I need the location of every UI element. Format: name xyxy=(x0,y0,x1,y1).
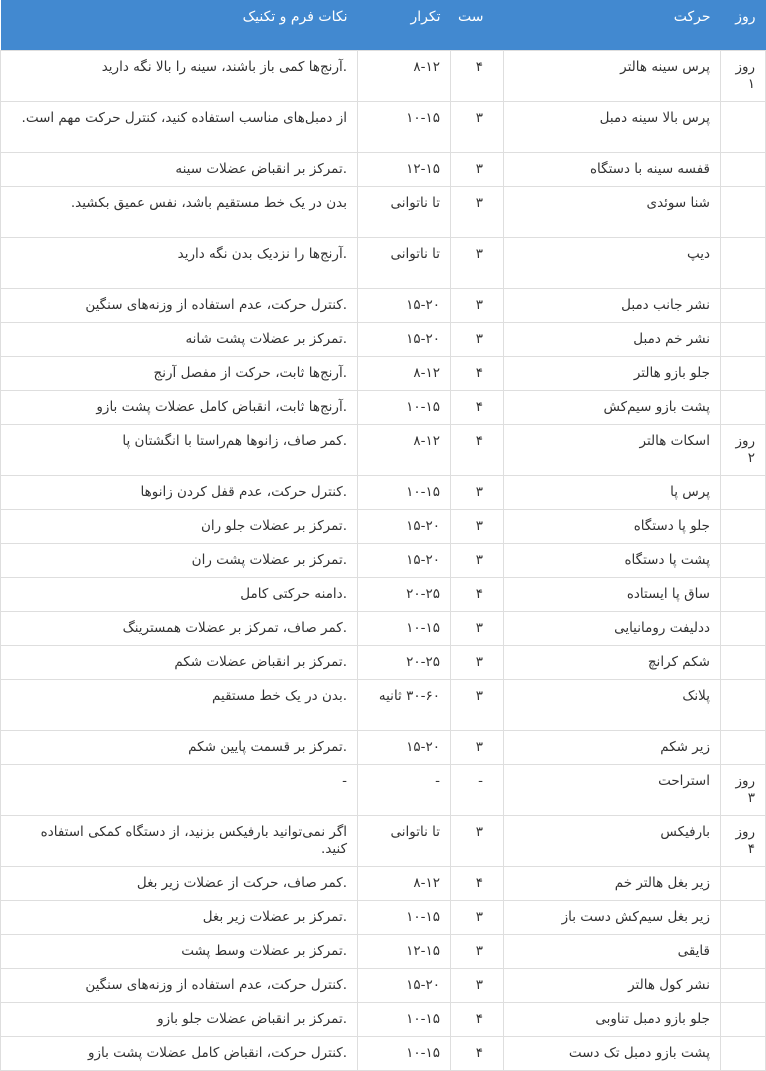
cell-sets: ۳ xyxy=(451,815,504,866)
table-row xyxy=(1,356,766,390)
cell-movement: نشر جانب دمبل xyxy=(504,288,721,322)
cell-sets: ۳ xyxy=(451,543,504,577)
table-row xyxy=(1,611,766,645)
cell-day xyxy=(721,237,766,288)
cell-movement: پشت بازو سیم‌کش xyxy=(504,390,721,424)
cell-notes: .کمر صاف، تمرکز بر عضلات همسترینگ xyxy=(1,611,358,645)
cell-reps: ۱۰-۱۵ xyxy=(358,390,451,424)
cell-sets: ۳ xyxy=(451,900,504,934)
cell-sets: ۳ xyxy=(451,611,504,645)
cell-day xyxy=(721,611,766,645)
table-row xyxy=(1,577,766,611)
cell-day xyxy=(721,679,766,730)
cell-notes: .دامنه حرکتی کامل xyxy=(1,577,358,611)
cell-notes: .آرنج‌ها ثابت، حرکت از مفصل آرنج xyxy=(1,356,358,390)
cell-reps: تا ناتوانی xyxy=(358,186,451,237)
cell-notes: بدن در یک خط مستقیم باشد، نفس عمیق بکشید. xyxy=(1,186,358,237)
cell-movement: قفسه سینه با دستگاه xyxy=(504,152,721,186)
cell-movement: ساق پا ایستاده xyxy=(504,577,721,611)
cell-reps: ۸-۱۲ xyxy=(358,50,451,101)
cell-reps: ۸-۱۲ xyxy=(358,866,451,900)
cell-sets: ۳ xyxy=(451,322,504,356)
table-row xyxy=(1,543,766,577)
cell-day xyxy=(721,356,766,390)
cell-reps: ۸-۱۲ xyxy=(358,424,451,475)
cell-sets: ۳ xyxy=(451,288,504,322)
cell-reps: تا ناتوانی xyxy=(358,237,451,288)
cell-sets: ۴ xyxy=(451,866,504,900)
table-row xyxy=(1,900,766,934)
cell-notes: .تمرکز بر قسمت پایین شکم xyxy=(1,730,358,764)
cell-sets: ۴ xyxy=(451,356,504,390)
cell-sets: ۳ xyxy=(451,645,504,679)
cell-notes: .آرنج‌ها را نزدیک بدن نگه دارید xyxy=(1,237,358,288)
cell-day xyxy=(721,645,766,679)
table-row xyxy=(1,101,766,152)
cell-day: روز ۱ xyxy=(721,50,766,101)
cell-reps: ۱۰-۱۵ xyxy=(358,475,451,509)
cell-movement: قایقی xyxy=(504,934,721,968)
cell-sets: ۳ xyxy=(451,237,504,288)
cell-day: روز ۴ xyxy=(721,815,766,866)
cell-reps: ۸-۱۲ xyxy=(358,356,451,390)
cell-sets: ۳ xyxy=(451,152,504,186)
cell-day xyxy=(721,475,766,509)
header-notes: نکات فرم و تکنیک xyxy=(242,9,348,25)
cell-movement: اسکات هالتر xyxy=(504,424,721,475)
cell-movement: پلانک xyxy=(504,679,721,730)
table-row xyxy=(1,322,766,356)
table-row xyxy=(1,1002,766,1036)
table-row xyxy=(1,186,766,237)
header-day: روز xyxy=(735,9,756,25)
cell-sets: ۴ xyxy=(451,50,504,101)
cell-sets: ۳ xyxy=(451,679,504,730)
cell-day xyxy=(721,866,766,900)
cell-movement: دیپ xyxy=(504,237,721,288)
table-header xyxy=(1,0,766,50)
cell-day xyxy=(721,900,766,934)
cell-day xyxy=(721,1002,766,1036)
cell-notes: .تمرکز بر انقباض عضلات شکم xyxy=(1,645,358,679)
cell-notes: .کمر صاف، حرکت از عضلات زیر بغل xyxy=(1,866,358,900)
cell-notes: .تمرکز بر انقباض عضلات جلو بازو xyxy=(1,1002,358,1036)
table-row xyxy=(1,968,766,1002)
cell-movement: بارفیکس xyxy=(504,815,721,866)
cell-notes: .کنترل حرکت، عدم استفاده از وزنه‌های سنگین xyxy=(1,288,358,322)
cell-reps: ۱۰-۱۵ xyxy=(358,900,451,934)
cell-reps: ۱۵-۲۰ xyxy=(358,509,451,543)
header-row xyxy=(1,0,766,50)
cell-notes: .کمر صاف، زانوها هم‌راستا با انگشتان پا xyxy=(1,424,358,475)
table-row xyxy=(1,50,766,101)
cell-reps: ۱۲-۱۵ xyxy=(358,934,451,968)
cell-reps: ۱۰-۱۵ xyxy=(358,1002,451,1036)
cell-sets: ۳ xyxy=(451,730,504,764)
cell-movement: زیر بغل سیم‌کش دست باز xyxy=(504,900,721,934)
cell-reps: ۱۵-۲۰ xyxy=(358,730,451,764)
cell-movement: نشر کول هالتر xyxy=(504,968,721,1002)
cell-day xyxy=(721,390,766,424)
cell-day xyxy=(721,934,766,968)
cell-notes: .کنترل حرکت، عدم قفل کردن زانوها xyxy=(1,475,358,509)
cell-movement: پرس سینه هالتر xyxy=(504,50,721,101)
cell-reps: ۲۰-۲۵ xyxy=(358,645,451,679)
cell-day xyxy=(721,288,766,322)
table-row xyxy=(1,764,766,815)
cell-reps: ۳۰-۶۰ ثانیه xyxy=(358,679,451,730)
cell-reps: تا ناتوانی xyxy=(358,815,451,866)
cell-notes: .کنترل حرکت، عدم استفاده از وزنه‌های سنگین xyxy=(1,968,358,1002)
cell-day xyxy=(721,509,766,543)
cell-movement: جلو پا دستگاه xyxy=(504,509,721,543)
cell-reps: ۱۰-۱۵ xyxy=(358,1036,451,1070)
cell-notes: - xyxy=(1,764,358,815)
table-row xyxy=(1,1036,766,1070)
cell-movement: نشر خم دمبل xyxy=(504,322,721,356)
cell-sets: ۳ xyxy=(451,186,504,237)
cell-notes: .تمرکز بر عضلات پشت شانه xyxy=(1,322,358,356)
cell-day xyxy=(721,730,766,764)
cell-day xyxy=(721,968,766,1002)
cell-day xyxy=(721,152,766,186)
cell-notes: .تمرکز بر انقباض عضلات سینه xyxy=(1,152,358,186)
cell-notes: .آرنج‌ها کمی باز باشند، سینه را بالا نگه دارید xyxy=(1,50,358,101)
table-row xyxy=(1,390,766,424)
header-movement: حرکت xyxy=(673,9,711,25)
cell-sets: ۴ xyxy=(451,1002,504,1036)
cell-reps: - xyxy=(358,764,451,815)
cell-sets: ۳ xyxy=(451,101,504,152)
table-row xyxy=(1,679,766,730)
cell-movement: ددلیفت رومانیایی xyxy=(504,611,721,645)
table-row xyxy=(1,815,766,866)
cell-movement: پشت بازو دمبل تک دست xyxy=(504,1036,721,1070)
cell-sets: ۳ xyxy=(451,475,504,509)
cell-notes: اگر نمی‌توانید بارفیکس بزنید، از دستگاه کمکی استفاده کنید. xyxy=(1,815,358,866)
table-row xyxy=(1,475,766,509)
table-body xyxy=(1,50,766,1070)
cell-movement: پشت پا دستگاه xyxy=(504,543,721,577)
cell-day: روز ۳ xyxy=(721,764,766,815)
cell-sets: ۴ xyxy=(451,424,504,475)
cell-movement: زیر شکم xyxy=(504,730,721,764)
cell-day xyxy=(721,322,766,356)
cell-reps: ۱۰-۱۵ xyxy=(358,101,451,152)
table-row xyxy=(1,866,766,900)
cell-sets: ۴ xyxy=(451,1036,504,1070)
cell-movement: جلو بازو دمبل تناوبی xyxy=(504,1002,721,1036)
cell-reps: ۱۲-۱۵ xyxy=(358,152,451,186)
cell-notes: .آرنج‌ها ثابت، انقباض کامل عضلات پشت بازو xyxy=(1,390,358,424)
cell-day xyxy=(721,186,766,237)
cell-movement: شنا سوئدی xyxy=(504,186,721,237)
cell-movement: استراحت xyxy=(504,764,721,815)
cell-reps: ۱۵-۲۰ xyxy=(358,543,451,577)
cell-sets: ۴ xyxy=(451,577,504,611)
cell-sets: - xyxy=(451,764,504,815)
cell-notes: .تمرکز بر عضلات وسط پشت xyxy=(1,934,358,968)
cell-notes: .بدن در یک خط مستقیم xyxy=(1,679,358,730)
table-row xyxy=(1,509,766,543)
cell-movement: زیر بغل هالتر خم xyxy=(504,866,721,900)
cell-day xyxy=(721,101,766,152)
cell-notes: .تمرکز بر عضلات پشت ران xyxy=(1,543,358,577)
cell-sets: ۳ xyxy=(451,968,504,1002)
cell-notes: از دمبل‌های مناسب استفاده کنید، کنترل حرکت مهم است. xyxy=(1,101,358,152)
table-row xyxy=(1,424,766,475)
cell-sets: ۳ xyxy=(451,934,504,968)
cell-day xyxy=(721,1036,766,1070)
table-row xyxy=(1,645,766,679)
header-reps: تکرار xyxy=(410,9,441,25)
cell-notes: .تمرکز بر عضلات زیر بغل xyxy=(1,900,358,934)
table-row xyxy=(1,237,766,288)
table-row xyxy=(1,152,766,186)
cell-reps: ۱۵-۲۰ xyxy=(358,968,451,1002)
cell-reps: ۱۵-۲۰ xyxy=(358,288,451,322)
cell-day xyxy=(721,543,766,577)
table-row xyxy=(1,730,766,764)
table-row xyxy=(1,934,766,968)
table-row xyxy=(1,288,766,322)
cell-reps: ۱۵-۲۰ xyxy=(358,322,451,356)
cell-reps: ۱۰-۱۵ xyxy=(358,611,451,645)
cell-movement: پرس بالا سینه دمبل xyxy=(504,101,721,152)
cell-notes: .تمرکز بر عضلات جلو ران xyxy=(1,509,358,543)
cell-day: روز ۲ xyxy=(721,424,766,475)
cell-day xyxy=(721,577,766,611)
cell-sets: ۴ xyxy=(451,390,504,424)
cell-movement: جلو بازو هالتر xyxy=(504,356,721,390)
header-sets: ست xyxy=(458,9,484,25)
cell-movement: شکم کرانچ xyxy=(504,645,721,679)
cell-sets: ۳ xyxy=(451,509,504,543)
cell-notes: .کنترل حرکت، انقباض کامل عضلات پشت بازو xyxy=(1,1036,358,1070)
cell-reps: ۲۰-۲۵ xyxy=(358,577,451,611)
cell-movement: پرس پا xyxy=(504,475,721,509)
